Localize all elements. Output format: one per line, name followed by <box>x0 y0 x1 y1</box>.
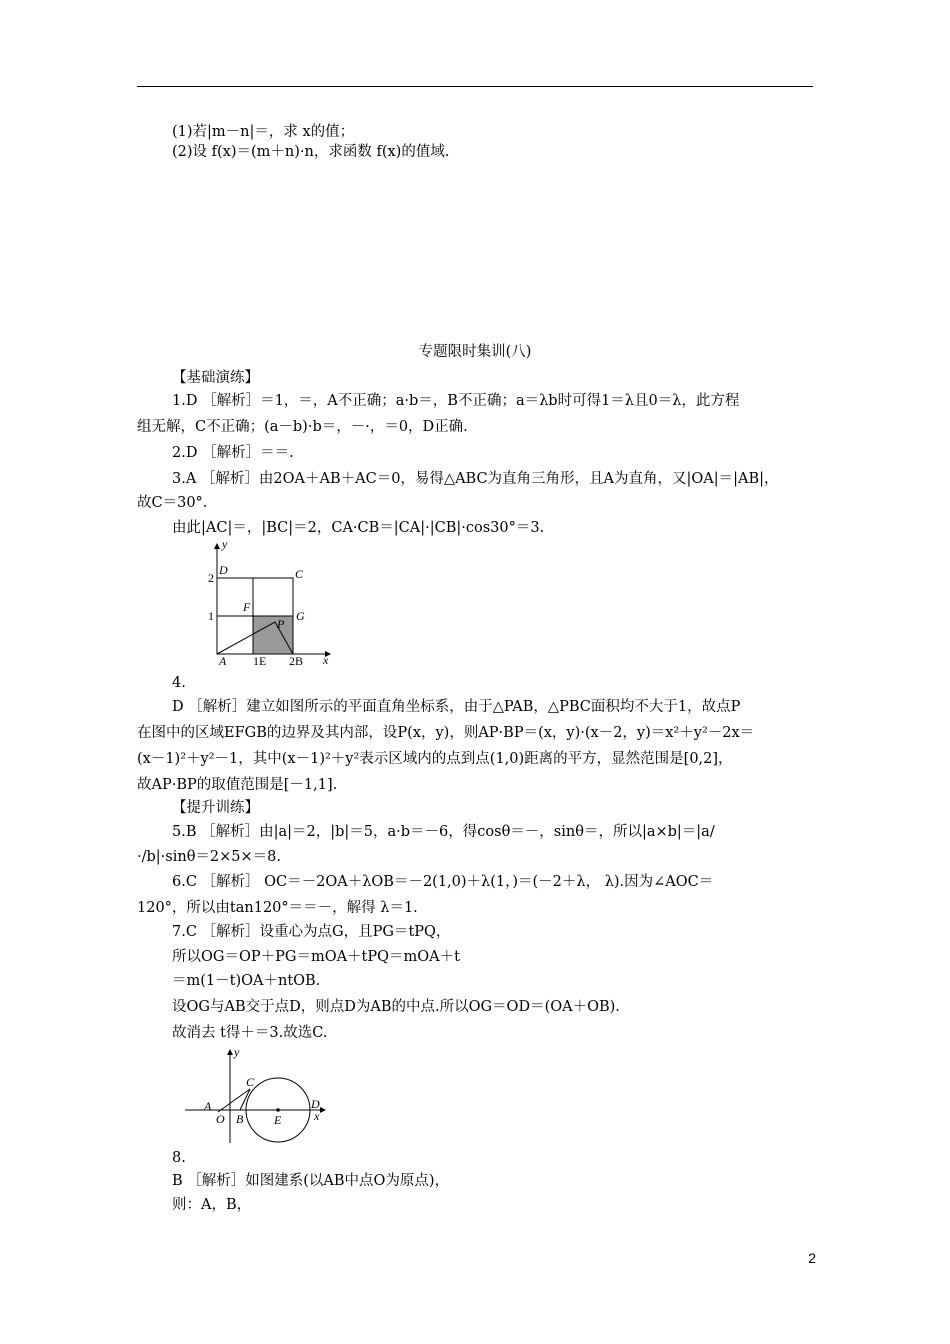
fig1-label-G: G <box>296 609 305 623</box>
figure-circle <box>180 1046 330 1146</box>
answer-line: 所以OG＝OP＋PG＝mOA＋tPQ＝mOA＋t <box>172 949 460 965</box>
answer-line: 设OG与AB交于点D，则点D为AB的中点.所以OG＝OD＝(OA＋OB). <box>172 999 620 1015</box>
fig1-label-y: y <box>222 538 228 551</box>
answer-line: ＝m(1－t)OA＋ntOB. <box>172 973 321 989</box>
fig2-label-B: B <box>236 1112 244 1126</box>
answer-line: 故AP·BP的取值范围是[－1,1]. <box>137 777 338 793</box>
fig1-label-P: P <box>277 617 285 631</box>
answer-line: B ［解析］如图建系(以AB中点O为原点)， <box>172 1173 450 1189</box>
fig2-label-O: O <box>216 1112 225 1126</box>
fig2-label-E: E <box>274 1113 282 1127</box>
question-part-1: (1)若|m－n|＝，求 x的值； <box>172 124 355 140</box>
answer-line: 2.D ［解析］＝＝. <box>172 445 294 461</box>
question-part-2: (2)设 f(x)＝(m＋n)·n，求函数 f(x)的值域. <box>172 144 450 160</box>
fig1-label-B: 2B <box>289 654 304 668</box>
fig1-label-C: C <box>295 567 304 581</box>
fig1-label-D: D <box>219 563 228 577</box>
answer-line: ·/b|·sinθ＝2×5×＝8. <box>137 849 282 865</box>
heading-improve: 【提升训练】 <box>172 800 259 816</box>
answer-line: 由此|AC|＝，|BC|＝2，CA·CB＝|CA|·|CB|·cos30°＝3. <box>172 520 545 536</box>
answer-line: 4. <box>172 675 186 691</box>
fig1-label-x: x <box>323 653 329 667</box>
answer-line: 5.B ［解析］由|a|＝2，|b|＝5，a·b＝－6，得cosθ＝－，sinθ＝，所以|a×b|＝|a/ <box>172 824 715 840</box>
answer-line: 3.A ［解析］由2OA＋AB＋AC＝0，易得△ABC为直角三角形，且A为直角，又|OA|＝|AB|， <box>172 471 779 487</box>
answer-line: D ［解析］建立如图所示的平面直角坐标系，由于△PAB，△PBC面积均不大于1，故点P <box>172 699 741 715</box>
fig2-label-x: x <box>314 1109 320 1123</box>
fig1-tick-2: 2 <box>208 571 214 585</box>
fig1-label-E: 1E <box>253 654 267 668</box>
answer-line: 7.C ［解析］设重心为点G，且PG＝tPQ， <box>172 924 451 940</box>
section-title: 专题限时集训(八) <box>418 344 532 360</box>
page-number: 2 <box>808 1250 816 1266</box>
answer-line: 6.C ［解析］ OC＝－2OA＋λOB＝－2(1,0)＋λ(1，)＝(－2＋λ， λ).因为∠AOC＝ <box>172 874 714 890</box>
answer-line: 则：A，B， <box>172 1197 252 1213</box>
answer-line: 8. <box>172 1150 186 1166</box>
fig2-label-D: D <box>311 1097 320 1111</box>
header-rule <box>137 86 813 87</box>
fig2-label-y: y <box>234 1046 240 1059</box>
fig2-label-A: A <box>204 1099 212 1113</box>
answer-line: 故C＝30°. <box>137 495 208 511</box>
fig1-label-F: F <box>243 600 251 614</box>
heading-basic: 【基础演练】 <box>172 370 259 386</box>
fig2-label-C: C <box>246 1075 255 1089</box>
answer-line: 在图中的区域EFGB的边界及其内部，设P(x，y)，则AP·BP＝(x，y)·(x－2，y)＝x²＋y²－2x＝ <box>137 725 755 741</box>
fig1-label-A: A <box>219 654 227 668</box>
fig1-tick-1: 1 <box>208 609 214 623</box>
answer-line: 故消去 t得＋＝3.故选C. <box>172 1025 328 1041</box>
answer-line: (x－1)²＋y²－1，其中(x－1)²＋y²表示区域内的点到点(1,0)距离的平方，显然范围是[0,2]， <box>137 751 733 767</box>
answer-line: 组无解，C不正确；(a－b)·b＝，－·，＝0，D正确. <box>137 419 468 435</box>
answer-line: 1.D ［解析］＝1，＝，A不正确；a·b＝，B不正确；a＝λb时可得1＝λ且0＝λ，此方程 <box>172 393 740 409</box>
figure-square-grid <box>195 538 345 670</box>
answer-line: 120°，所以由tan120°＝＝－，解得 λ＝1. <box>137 900 418 916</box>
